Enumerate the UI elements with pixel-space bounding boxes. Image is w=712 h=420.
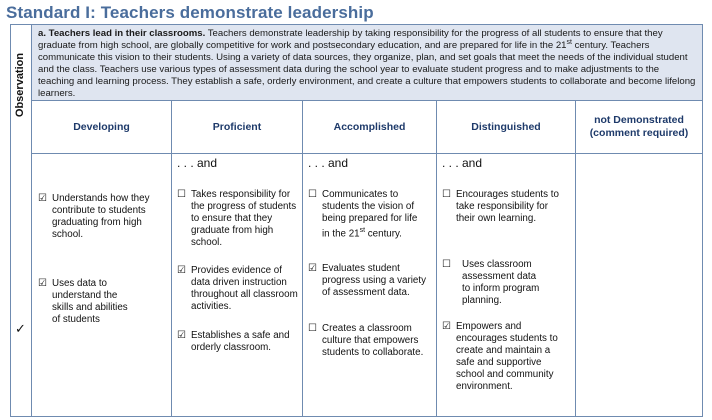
proficient-column [172,154,303,417]
page-title: Standard I: Teachers demonstrate leadership [6,3,374,22]
standard-description [32,25,702,101]
checked-box-icon[interactable]: ☑ [38,193,47,204]
accomplished-column [303,154,437,417]
description-sup: st [566,38,572,46]
unchecked-box-icon[interactable]: ☐ [442,259,451,270]
rubric-table [10,24,703,417]
distinguished-item-1[interactable]: ☐ Encourages students to take responsibility for their own learning. [442,189,559,224]
unchecked-box-icon[interactable]: ☐ [177,189,186,200]
accomplished-item-3[interactable]: ☐ Creates a classroom culture that empowers students to collaborate. [308,323,424,358]
header-not-demonstrated [576,101,702,153]
checked-box-icon[interactable]: ☑ [308,263,317,274]
checked-box-icon[interactable]: ☑ [442,321,451,332]
distinguished-item-2[interactable]: ☐ Uses classroom assessment data to inform program planning. [442,259,540,306]
check-mark-icon: ✓ [15,321,26,336]
distinguished-item-3[interactable]: ☑ Empowers and encourages students to create and maintain a safe and supportive school and community environment. [442,321,558,392]
description-body-2: century. Teachers communicate this vision to their students. Using a variety of data sources, they organize, plan, and set goals that meet the needs of the individual student and the class. Teachers use various types of assessment data during the school year to evaluate student progress and to make adjustments to the teaching and learning process. They establish a safe, orderly environment, and create a culture that empowers students to collaborate and become lifelong learners. [38,40,696,99]
and-label: . . . and [177,156,218,170]
checked-box-icon[interactable]: ☑ [177,330,186,341]
accomplished-item-1[interactable]: ☐ Communicates to students the vision of being prepared for life in the 21st century. [308,189,418,240]
and-label: . . . and [308,156,349,170]
description-body-1: Teachers demonstrate leadership by taking responsibility for the progress of all students to ensure that they graduate from high school, are globally competitive for work and postsecondary education, and are prepared for life in the 21 [38,28,663,51]
header-distinguished: Distinguished [437,101,576,153]
observation-label: Observation [14,52,26,118]
rating-header-row [32,101,702,154]
developing-item-2[interactable]: ☑ Uses data to understand the skills and abilities of students [38,278,128,325]
developing-item-1[interactable]: ☑ Understands how they contribute to students graduating from high school. [38,193,150,240]
description-lead: a. Teachers lead in their classrooms. [38,28,206,39]
checked-box-icon[interactable]: ☑ [177,265,186,276]
unchecked-box-icon[interactable]: ☐ [442,189,451,200]
and-label: . . . and [442,156,483,170]
header-accomplished: Accomplished [303,101,437,153]
accomplished-item-2[interactable]: ☑ Evaluates student progress using a variety of assessment data. [308,263,427,298]
header-not-demonstrated-line2: (comment required) [589,127,689,139]
not-demonstrated-comment-cell[interactable] [576,154,702,417]
distinguished-column [437,154,576,417]
row-check-cell [11,154,32,417]
header-proficient: Proficient [172,101,303,153]
header-not-demonstrated-line1: not Demonstrated [594,114,684,126]
header-developing: Developing [32,101,172,153]
unchecked-box-icon[interactable]: ☐ [308,189,317,200]
proficient-item-3[interactable]: ☑ Establishes a safe and orderly classroom. [177,330,290,353]
developing-column [32,154,172,417]
proficient-item-2[interactable]: ☑ Provides evidence of data driven instruction throughout all classroom activities. [177,265,298,312]
proficient-item-1[interactable]: ☐ Takes responsibility for the progress of students to ensure that they graduate from high school. [177,189,297,248]
checked-box-icon[interactable]: ☑ [38,278,47,289]
observation-cell [11,25,32,154]
unchecked-box-icon[interactable]: ☐ [308,323,317,334]
